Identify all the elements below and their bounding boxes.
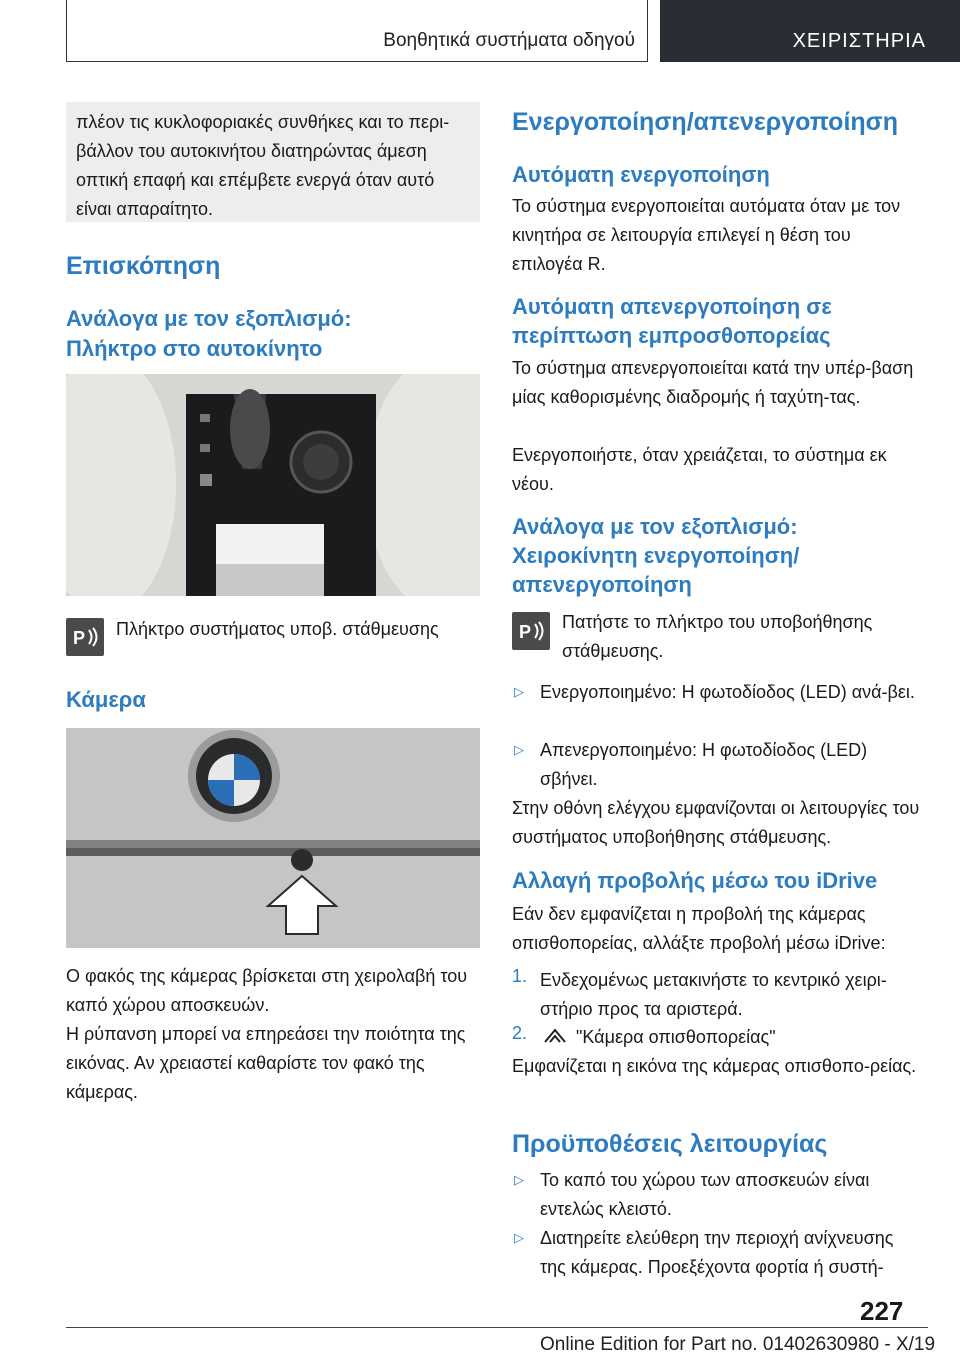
- camera-icon: [542, 1026, 568, 1051]
- manual-text: Πατήστε το πλήκτρο του υποβοήθησης στάθμευσης.: [562, 612, 873, 661]
- section-title: Βοηθητικά συστήματα οδηγού: [383, 30, 635, 51]
- step-number: 2.: [512, 1023, 528, 1043]
- page-number: 227: [860, 1296, 904, 1326]
- continued-note-box: [66, 102, 480, 222]
- idrive-heading: Αλλαγή προβολής μέσω του iDrive: [512, 868, 878, 893]
- prerequisites-heading: Προϋποθέσεις λειτουργίας: [512, 1130, 828, 1158]
- console-photo: [66, 374, 480, 596]
- overview-heading: Επισκόπηση: [66, 252, 221, 280]
- bullet-detection-area: Διατηρείτε ελεύθερη την περιοχή ανίχνευσης της κάμερας. Προεξέχοντα φορτία ή συστή-: [540, 1228, 894, 1277]
- step-2-text: "Κάμερα οπισθοπορείας": [576, 1027, 776, 1047]
- camera-paragraph-1: Ο φακός της κάμερας βρίσκεται στη χειρολαβή του καπό χώρου αποσκευών.: [66, 966, 468, 1015]
- display-text: Στην οθόνη ελέγχου εμφανίζονται οι λειτουργίες του συστήματος υποβοήθησης στάθμευσης.: [512, 798, 920, 847]
- auto-off-heading-1: Αυτόματη απενεργοποίηση σε: [512, 294, 832, 319]
- bullet-led-on: Ενεργοποιημένο: Η φωτοδίοδος (LED) ανά-βει.: [540, 682, 915, 702]
- camera-photo: [66, 728, 480, 948]
- header-section-box: [66, 0, 648, 62]
- step-1-text: Ενδεχομένως μετακινήστε το κεντρικό χειρι-στήριο προς τα αριστερά.: [540, 970, 887, 1019]
- equip-heading-2: Πλήκτρο στο αυτοκίνητο: [66, 336, 323, 361]
- chapter-title: ΧΕΙΡΙΣΤΗΡΙΑ: [792, 30, 926, 52]
- step-number: 1.: [512, 966, 528, 986]
- bullet-trunk-closed: Το καπό του χώρου των αποσκευών είναι εντελώς κλειστό.: [540, 1170, 870, 1219]
- edition-text: Online Edition for Part no. 01402630980 - X/19: [540, 1334, 936, 1355]
- footer-divider: [66, 1327, 928, 1328]
- camera-paragraph-2: Η ρύπανση μπορεί να επηρεάσει την ποιότητα της εικόνας. Αν χρειαστεί καθαρίστε τον φακό της κάμερας.: [66, 1024, 466, 1102]
- manual-heading-3: απενεργοποίηση: [512, 572, 692, 597]
- bullet-led-off: Απενεργοποιημένο: Η φωτοδίοδος (LED) σβήνει.: [540, 740, 868, 789]
- camera-heading: Κάμερα: [66, 687, 146, 712]
- header-chapter-box: [660, 0, 960, 62]
- auto-off-heading-2: περίπτωση εμπροσθοπορείας: [512, 323, 831, 348]
- auto-off-text: Το σύστημα απενεργοποιείται κατά την υπέρ-βαση μίας καθορισμένης διαδρομής ή ταχύτη-τας.: [512, 358, 914, 407]
- auto-on-text: Το σύστημα ενεργοποιείται αυτόματα όταν με τον κινητήρα σε λειτουργία επιλεγεί η θέση του επιλογέα R.: [512, 196, 901, 274]
- auto-on-heading: Αυτόματη ενεργοποίηση: [512, 162, 770, 187]
- svg-text:P: P: [519, 622, 532, 642]
- manual-heading-2: Χειροκίνητη ενεργοποίηση/: [512, 543, 800, 568]
- button-caption: Πλήκτρο συστήματος υποβ. στάθμευσης: [116, 619, 439, 639]
- park-assist-button-icon: [512, 612, 550, 650]
- triangle-bullet-icon: ▷: [514, 1172, 524, 1187]
- note-text: πλέον τις κυκλοφοριακές συνθήκες και το περι-βάλλον του αυτοκινήτου διατηρώντας άμεση οπτική επαφή και επέμβετε ενεργά όταν αυτό είναι απαραίτητο.: [76, 112, 450, 219]
- triangle-bullet-icon: ▷: [514, 1230, 524, 1245]
- triangle-bullet-icon: ▷: [514, 742, 524, 757]
- auto-off-text-2: Ενεργοποιήστε, όταν χρειάζεται, το σύστημα εκ νέου.: [512, 445, 887, 494]
- shown-text: Εμφανίζεται η εικόνα της κάμερας οπισθοπο-ρείας.: [512, 1056, 917, 1076]
- manual-heading-1: Ανάλογα με τον εξοπλισμό:: [512, 514, 798, 539]
- svg-text:P: P: [73, 628, 86, 648]
- activation-heading: Ενεργοποίηση/απενεργοποίηση: [512, 108, 899, 136]
- triangle-bullet-icon: ▷: [514, 684, 524, 699]
- equip-heading-1: Ανάλογα με τον εξοπλισμό:: [66, 306, 352, 331]
- park-assist-button-icon: [66, 618, 104, 656]
- idrive-text: Εάν δεν εμφανίζεται η προβολή της κάμερας οπισθοπορείας, αλλάξτε προβολή μέσω iDrive:: [512, 904, 886, 953]
